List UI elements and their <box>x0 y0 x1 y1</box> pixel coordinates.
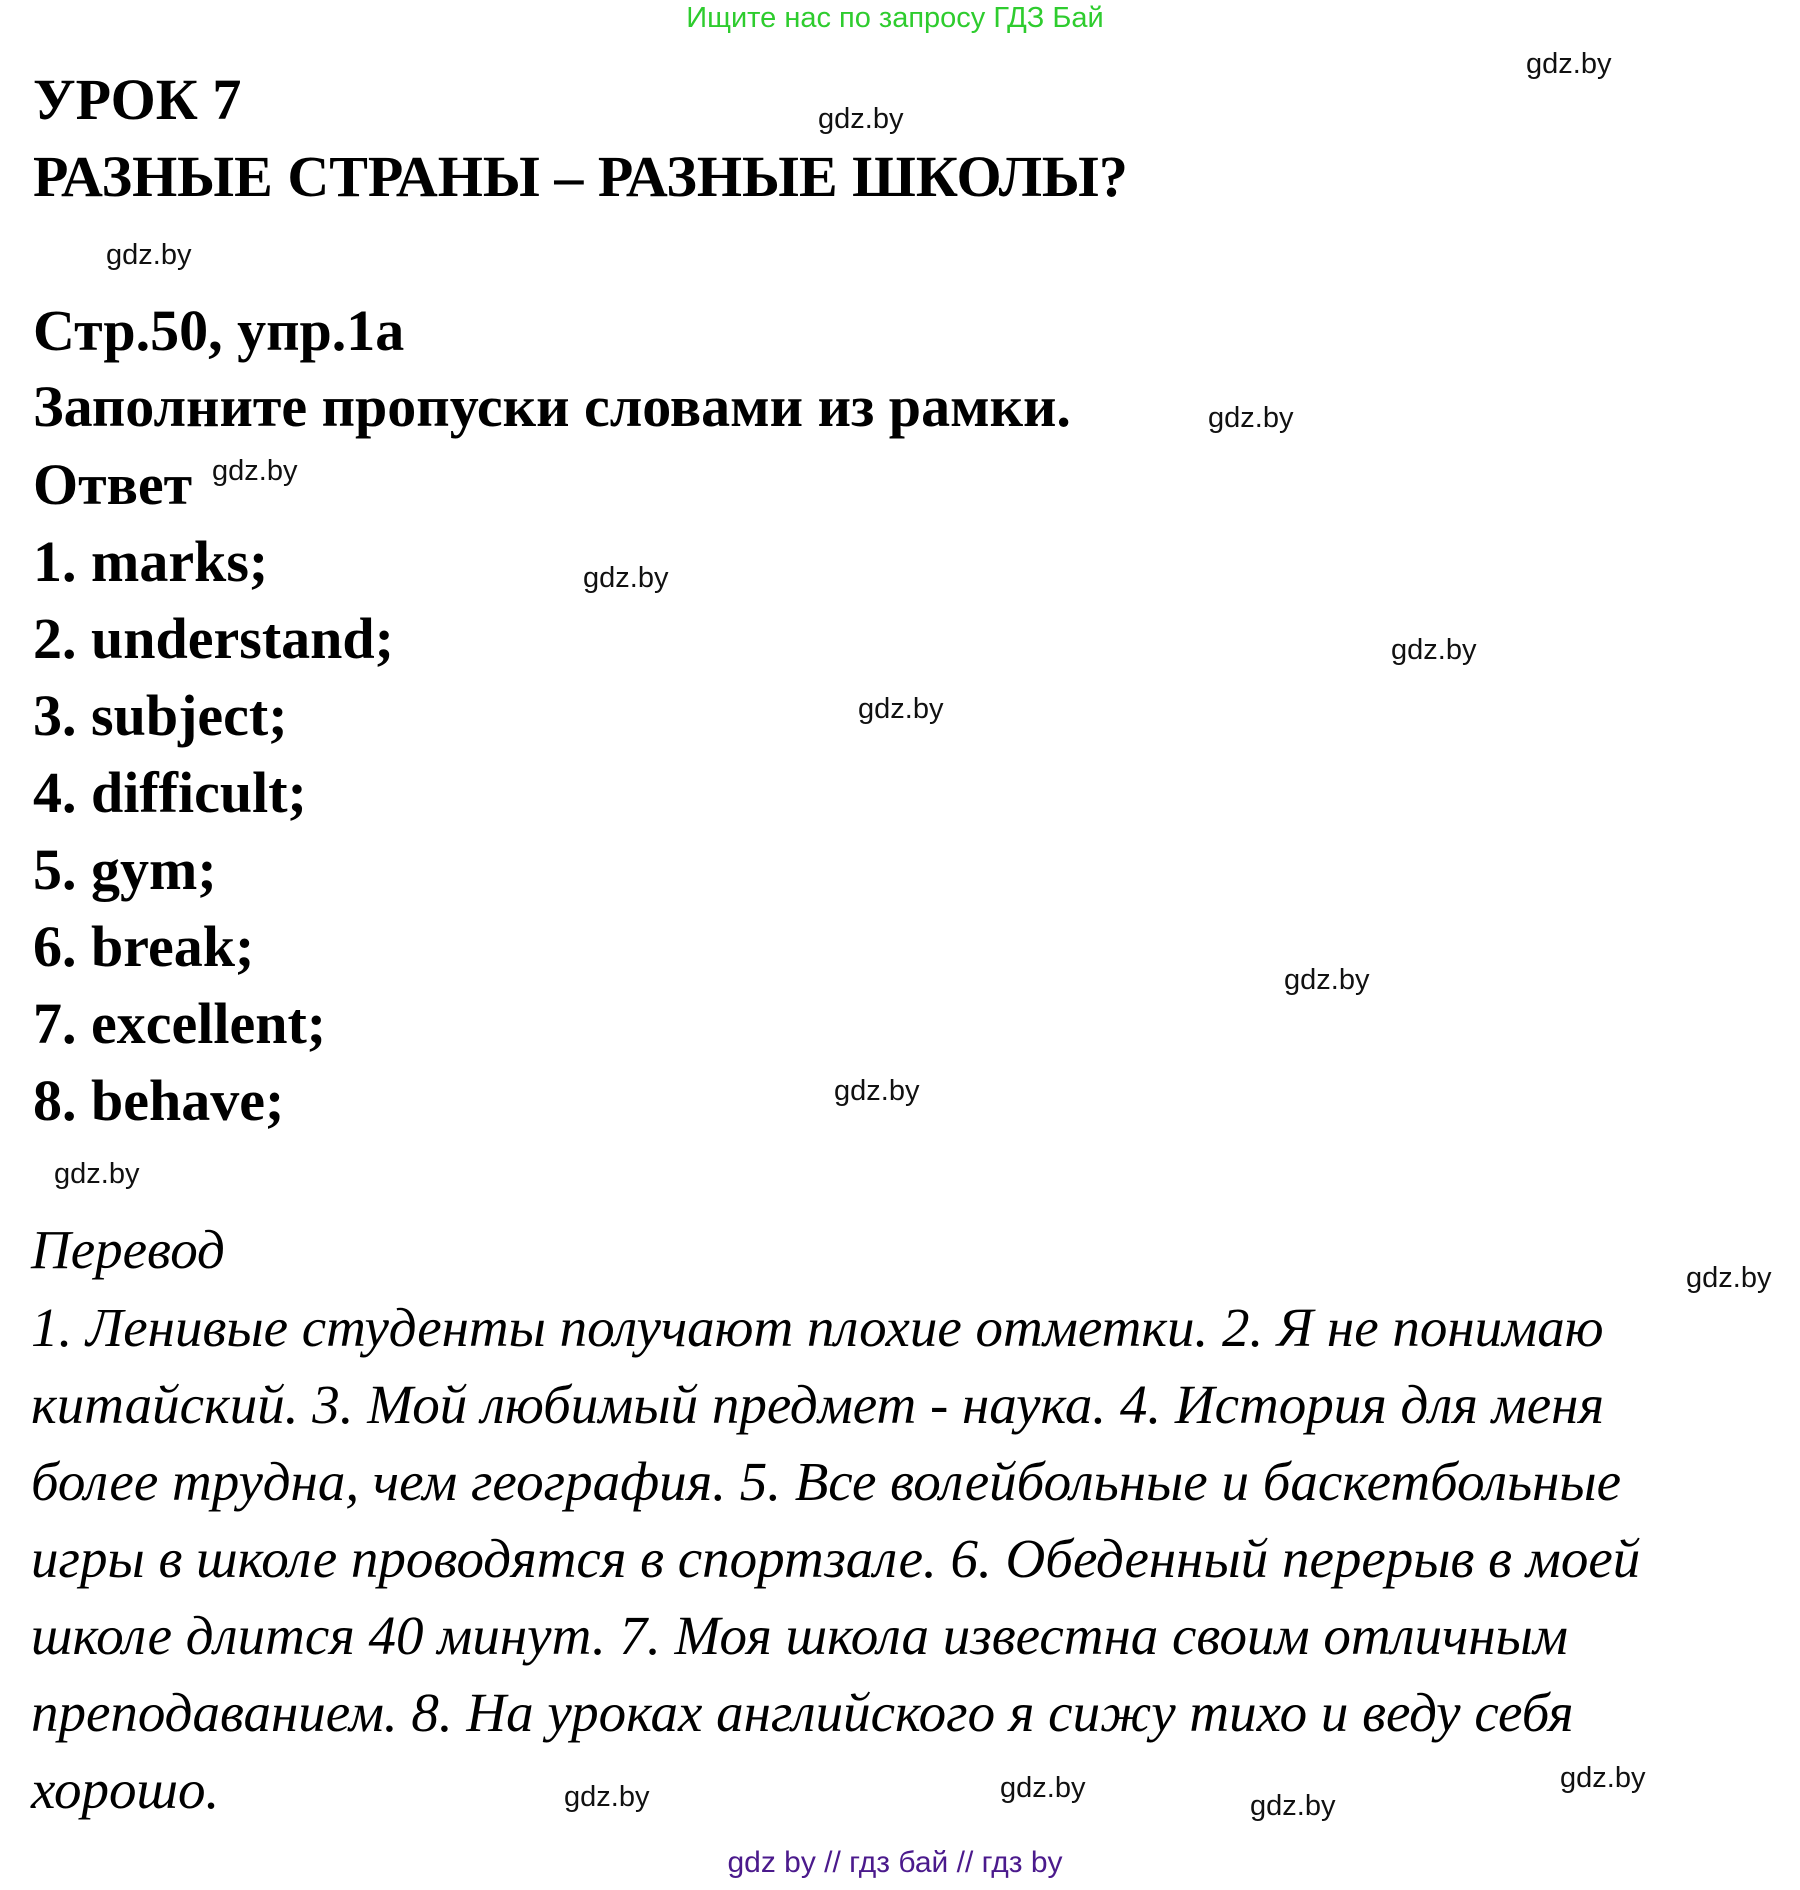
watermark-text: gdz.by <box>106 239 192 271</box>
answer-item: 6. break; <box>33 914 255 979</box>
translation-line: игры в школе проводятся в спортзале. 6. Обеденный перерыв в моей <box>31 1528 1641 1589</box>
watermark-text: gdz.by <box>1391 634 1477 666</box>
answer-label: Ответ <box>33 452 193 517</box>
watermark-text: gdz.by <box>818 103 904 135</box>
topic-title: РАЗНЫЕ СТРАНЫ – РАЗНЫЕ ШКОЛЫ? <box>33 144 1128 209</box>
watermark-text: gdz.by <box>858 693 944 725</box>
watermark-text: gdz.by <box>212 455 298 487</box>
translation-label: Перевод <box>31 1219 225 1280</box>
footer-links[interactable]: gdz by // гдз бай // гдз by <box>727 1846 1063 1879</box>
watermark-text: gdz.by <box>54 1158 140 1190</box>
translation-line: преподаванием. 8. На уроках английского я сижу тихо и веду себя <box>31 1682 1574 1743</box>
answer-item: 1. marks; <box>33 529 269 594</box>
translation-line: 1. Ленивые студенты получают плохие отметки. 2. Я не понимаю <box>31 1297 1604 1358</box>
translation-line: более трудна, чем география. 5. Все волейбольные и баскетбольные <box>31 1451 1622 1512</box>
watermark-text: gdz.by <box>583 562 669 594</box>
answer-item: 7. excellent; <box>33 991 327 1056</box>
lesson-title: УРОК 7 <box>33 67 242 132</box>
answer-item: 3. subject; <box>33 683 288 748</box>
translation-line: школе длится 40 минут. 7. Моя школа известна своим отличным <box>31 1605 1568 1666</box>
answer-item: 5. gym; <box>33 837 217 902</box>
answer-item: 8. behave; <box>33 1068 285 1133</box>
watermark-text: gdz.by <box>1250 1790 1336 1822</box>
translation-line: китайский. 3. Мой любимый предмет - наука. 4. История для меня <box>31 1374 1605 1435</box>
watermark-text: gdz.by <box>1284 964 1370 996</box>
watermark-text: gdz.by <box>1686 1262 1772 1294</box>
answer-item: 2. understand; <box>33 606 394 671</box>
watermark-text: gdz.by <box>834 1075 920 1107</box>
exercise-heading: Стр.50, упр.1а <box>33 298 405 363</box>
translation-line: хорошо. <box>31 1759 220 1820</box>
search-banner: Ищите нас по запросу ГДЗ Бай <box>686 2 1104 34</box>
watermark-text: gdz.by <box>1526 48 1612 80</box>
watermark-text: gdz.by <box>1208 402 1294 434</box>
task-instruction: Заполните пропуски словами из рамки. <box>33 374 1071 439</box>
watermark-text: gdz.by <box>1000 1772 1086 1804</box>
watermark-text: gdz.by <box>564 1781 650 1813</box>
watermark-text: gdz.by <box>1560 1762 1646 1794</box>
answer-item: 4. difficult; <box>33 760 307 825</box>
